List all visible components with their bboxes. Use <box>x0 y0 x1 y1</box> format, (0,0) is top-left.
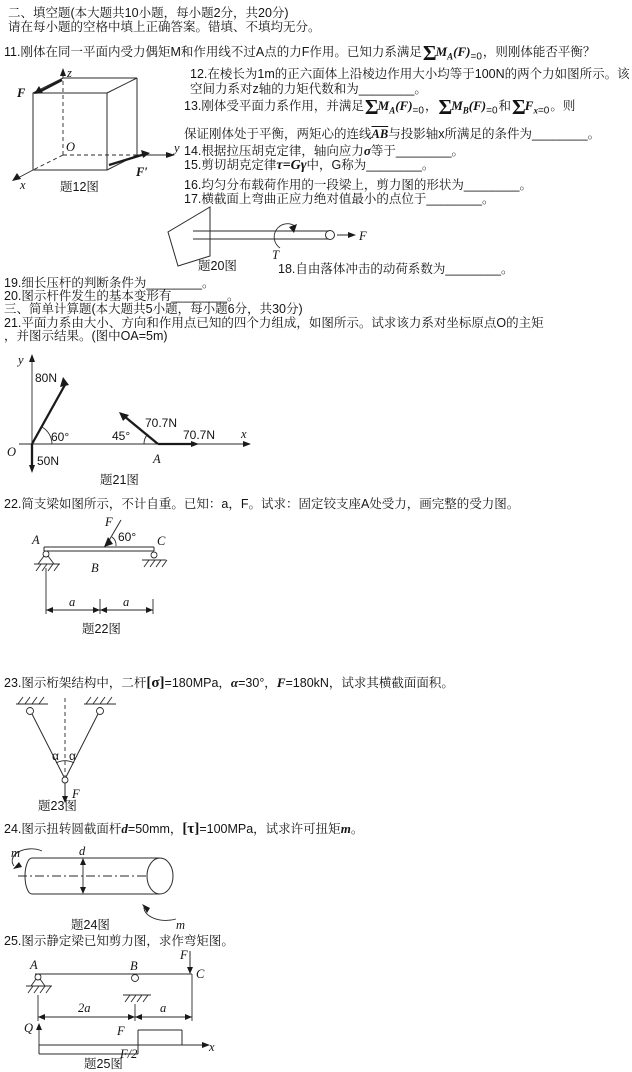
question-17: 17.横截面上弯曲正应力绝对值最小的点位于________。 <box>184 192 495 206</box>
force-F-label: F <box>105 515 113 529</box>
z-axis-label: z <box>67 66 72 80</box>
beam <box>44 547 154 551</box>
y-axis-label: y <box>18 353 24 367</box>
torsion-shaft-diagram <box>6 845 206 937</box>
roller-support-B <box>123 975 151 1003</box>
paren-F: (F) <box>395 98 413 113</box>
formula-sum-MB <box>438 95 498 119</box>
truss-diagram <box>8 692 148 812</box>
q24-pre: 24.图示扭转圆截面杆 <box>4 822 122 836</box>
section2-title: 二、填空题(本大题共10小题，每小题2分，共20分) <box>8 6 289 20</box>
rod <box>193 231 335 240</box>
q13-pre: 13.刚体受平面力系作用，并满足 <box>184 99 364 113</box>
question-24 <box>4 821 363 837</box>
q13-sep2: 和 <box>498 99 512 113</box>
figure-21-forces <box>5 352 275 488</box>
y-axis <box>29 354 35 444</box>
d-var: d <box>121 821 128 836</box>
torque-T-label: T <box>272 248 279 262</box>
wall-outline <box>168 207 210 266</box>
sub-A: A <box>447 51 454 62</box>
figure-caption: 题24图 <box>71 918 110 932</box>
q24-end: 。 <box>350 822 364 836</box>
alpha-var: α <box>230 675 239 690</box>
segment-AB: $\overline{AB}$ <box>371 127 389 141</box>
angle-60-label: 60° <box>118 530 137 544</box>
sub-B: B <box>462 105 469 116</box>
x-axis-label: x <box>20 178 26 192</box>
point-A-label: A <box>30 958 38 972</box>
figure-caption: 题21图 <box>100 473 139 487</box>
figure-caption: 题12图 <box>60 180 99 194</box>
torque-m-right-label: m <box>176 918 186 932</box>
question-12-line2: 空间力系对z轴的力矩代数和为________。 <box>190 82 427 96</box>
force-system-diagram <box>5 352 275 488</box>
q13-sep1: ， <box>424 99 438 113</box>
question-21-line2: ，并图示结果。(图中OA=5m) <box>4 329 168 343</box>
torque-T-arrow <box>274 224 297 248</box>
figure-24-shaft <box>6 845 206 937</box>
q24-mid1: =50mm， <box>127 822 183 836</box>
force-Fprime-arrow <box>109 150 150 165</box>
formula-sum-MA <box>364 95 424 119</box>
allowable-sigma-bracket: [σ] <box>146 675 165 691</box>
figure-22-beam <box>20 515 235 635</box>
F-var: F <box>276 675 286 690</box>
dim-a-label: a <box>160 1001 167 1015</box>
force-F-label: F <box>180 948 188 962</box>
q14-post: 等于________。 <box>370 144 465 158</box>
var-F: F <box>524 98 534 113</box>
y-axis <box>63 152 175 158</box>
q13-line2-post: 与投影轴x所满足的条件为________。 <box>388 127 601 141</box>
force-F-label: F <box>359 229 367 243</box>
question-13-line2 <box>184 127 600 142</box>
formula-sum-MA <box>422 41 482 65</box>
dim-a2-label: a <box>123 595 130 609</box>
question-15 <box>184 158 434 173</box>
diameter-d-label: d <box>79 844 86 858</box>
formula-sum-Fx <box>512 95 550 119</box>
figure-caption: 题25图 <box>84 1057 123 1071</box>
figure-23-truss <box>8 692 148 812</box>
sigma-symbol: Σ <box>512 95 525 119</box>
force-50N-label: 50N <box>37 454 60 468</box>
shear-F2-label: F/2 <box>120 1047 138 1061</box>
q23-post: =180kN，试求其横截面面积。 <box>285 676 454 690</box>
allowable-tau-bracket: [τ] <box>182 821 200 837</box>
sigma-symbol: Σ <box>422 41 436 65</box>
pin-support-A <box>26 974 52 993</box>
x-axis-label: x <box>209 1040 215 1054</box>
section3-title: 三、简单计算题(本大题共5小题，每小题6分，共30分) <box>4 302 303 316</box>
eq-zero: =0 <box>470 51 482 63</box>
roller-support-C <box>142 552 167 567</box>
force-F-label: F <box>72 787 80 801</box>
question-16: 16.均匀分布载荷作用的一段梁上，剪力图的形状为________。 <box>184 178 532 192</box>
var-M: M <box>435 44 448 59</box>
question-12-line1: 12.在棱长为1m的正六面体上沿棱边作用大小均等于100N的两个力如图所示。该 <box>190 67 630 81</box>
right-support <box>84 697 116 715</box>
figure-caption: 题22图 <box>82 622 121 636</box>
force-F-arrow <box>337 232 356 238</box>
diameter-line <box>80 858 86 894</box>
var-M: M <box>451 98 463 113</box>
q14-pre: 14.根据拉压胡克定律，轴向应力 <box>184 144 364 158</box>
sigma-symbol: Σ <box>438 95 452 119</box>
origin-label: O <box>7 445 17 459</box>
paren-F: (F) <box>468 98 487 113</box>
q13-line2-pre: 保证刚体处于平衡，两矩心的连线 <box>184 127 372 141</box>
angle-60-label: 60° <box>51 430 70 444</box>
force-707a-label: 70.7N <box>145 416 178 430</box>
eq-zero: =0 <box>537 105 550 117</box>
question-23 <box>4 675 454 691</box>
q24-post: =100MPa，试求许可扭矩 <box>199 822 341 836</box>
dimension-lines <box>38 974 192 1021</box>
q23-pre: 23.图示桁架结构中，二杆 <box>4 676 147 690</box>
Q-axis-label: Q <box>24 1021 34 1035</box>
q15-pre: 15.剪切胡克定律 <box>184 158 277 172</box>
point-A-label: A <box>32 533 40 547</box>
question-22: 22.简支梁如图所示，不计自重。已知：a，F。试求：固定铰支座A处受力，画完整的受力图。 <box>4 497 520 511</box>
force-F-arrow <box>34 80 62 94</box>
q23-mid1: =180MPa， <box>164 676 231 690</box>
angle-60-arc <box>112 537 116 546</box>
torque-right-arrow <box>142 904 176 920</box>
force-F-arrow <box>187 951 193 974</box>
origin-label: O <box>66 140 76 154</box>
pin-support-A <box>34 551 60 571</box>
question-20: 20.图示杆件发生的基本变形有________。 <box>4 289 240 303</box>
question-11 <box>4 41 596 65</box>
question-18: 18.自由落体冲击的动荷系数为________。 <box>278 262 514 276</box>
cube-diagram <box>5 65 190 197</box>
angle-45-label: 45° <box>112 429 131 443</box>
q11-pre: 11.刚体在同一平面内受力偶矩M和作用线不过A点的力F作用。已知力系满足 <box>4 45 422 59</box>
force-80N-label: 80N <box>35 371 58 385</box>
dim-a1-label: a <box>69 595 76 609</box>
force-707b-label: 70.7N <box>183 428 216 442</box>
beam-shear-diagram <box>12 948 247 1070</box>
point-B-label: B <box>91 561 99 575</box>
q15-post: 中，G称为________。 <box>306 158 435 172</box>
m-var: m <box>340 821 351 836</box>
sigma-stress-symbol: σ <box>363 143 371 158</box>
y-axis-label: y <box>174 141 180 155</box>
question-19: 19.细长压杆的判断条件为________。 <box>4 276 215 290</box>
question-25: 25.图示静定梁已知剪力图，求作弯矩图。 <box>4 934 234 948</box>
sigma-symbol: Σ <box>364 95 378 119</box>
beam-diagram <box>20 515 235 635</box>
figure-caption: 题20图 <box>198 259 237 273</box>
force-Fprime-label: F′ <box>136 165 148 179</box>
shear-hooke-formula: τ=Gγ <box>276 158 307 173</box>
point-C-label: C <box>157 534 166 548</box>
point-C-label: C <box>196 967 205 981</box>
dim-2a-label: 2a <box>78 1001 91 1015</box>
point-A-label: A <box>153 452 161 466</box>
eq-zero: =0 <box>486 105 498 117</box>
x-axis-label: x <box>241 427 247 441</box>
question-13-line1 <box>184 95 576 119</box>
paren-F: (F) <box>453 44 471 59</box>
question-14 <box>184 143 464 159</box>
force-F-label: F <box>17 86 26 100</box>
section2-subtitle: 请在每小题的空格中填上正确答案。错填、不填均无分。 <box>8 20 321 34</box>
figure-12-cube <box>5 65 190 197</box>
sub-x: x <box>533 105 538 116</box>
q13-sep3: 。则 <box>550 99 576 113</box>
dimension-lines <box>46 568 153 614</box>
q23-mid2: =30°， <box>238 676 277 690</box>
eq-zero: =0 <box>412 105 424 117</box>
cube-edges <box>33 78 137 170</box>
alpha-left-label: α <box>52 749 59 763</box>
shear-F-label: F <box>117 1024 125 1038</box>
force-50N-arrow <box>29 444 35 473</box>
figure-25-beam-shear <box>12 948 247 1070</box>
var-M: M <box>377 98 390 113</box>
torque-m-left-label: m <box>11 846 21 860</box>
figure-caption: 题23图 <box>38 799 77 813</box>
point-B-label: B <box>130 959 138 973</box>
sub-A: A <box>389 105 396 116</box>
left-support <box>16 697 48 715</box>
q11-post: ，则刚体能否平衡？ <box>482 45 596 59</box>
question-21-line1: 21.平面力系由大小、方向和作用点已知的四个力组成，如图所示。试求该力系对坐标原点O的主矩 <box>4 316 544 330</box>
alpha-right-label: α <box>69 749 76 763</box>
